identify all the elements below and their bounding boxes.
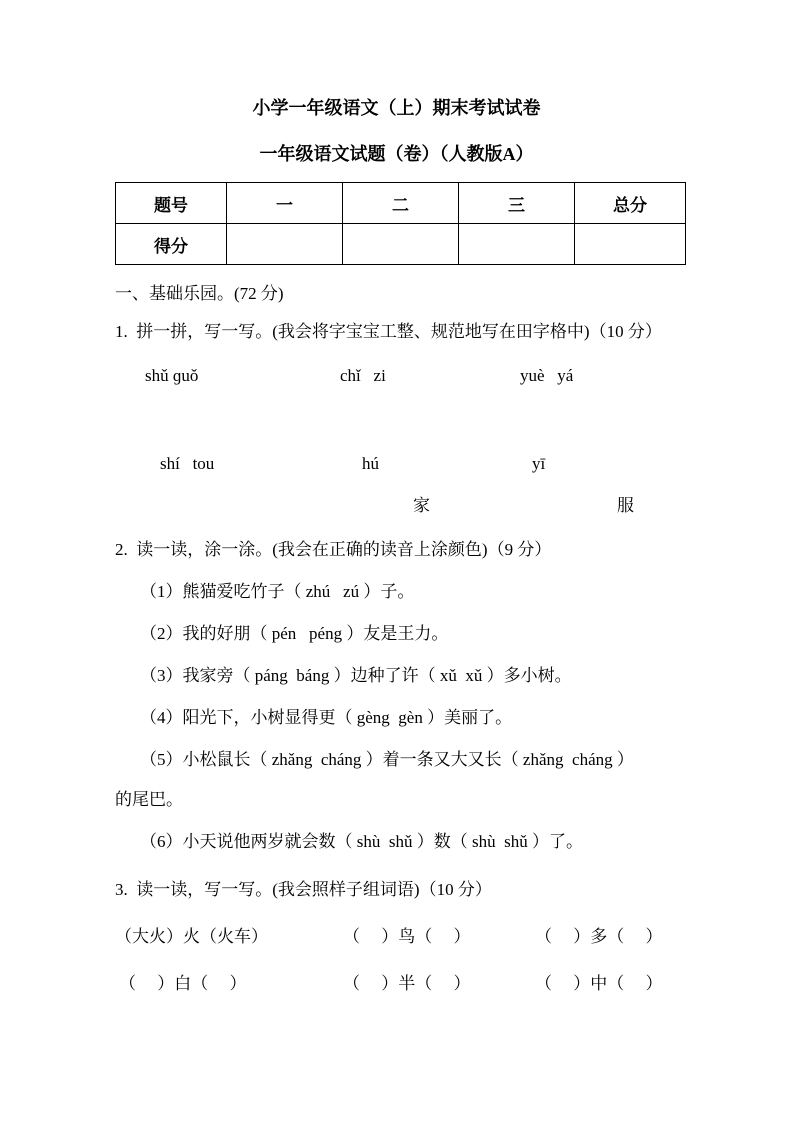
score-table-cell-timu: 题号	[116, 183, 227, 224]
pinyin-row-2	[115, 451, 733, 477]
pinyin-yueya: yuè yá	[520, 366, 574, 385]
page-title: 小学一年级语文（上）期末考试试卷	[252, 98, 541, 118]
q2-item-6: （6）小天说他两岁就会数（ shù shǔ ）数（ shù shǔ ）了。	[140, 832, 583, 851]
hanzi-jia: 家	[413, 496, 430, 515]
question-2-prompt: 2. 读一读，涂一涂。(我会在正确的读音上涂颜色)（9 分）	[115, 540, 552, 559]
q2-item-4: （4）阳光下，小树显得更（ gèng gèn ）美丽了。	[140, 708, 513, 727]
pinyin-chizi: chǐ zi	[340, 366, 386, 385]
pinyin-shuguo: shǔ ɡuǒ	[145, 366, 199, 385]
question-3-prompt: 3. 读一读，写一写。(我会照样子组词语)（10 分）	[115, 880, 492, 899]
score-table-header-row	[116, 183, 686, 224]
pinyin-yi: yī	[532, 454, 546, 473]
q3-group-bai: （ ）白（ ）	[119, 974, 247, 993]
hanzi-row	[115, 493, 733, 519]
score-table-empty-cell-1	[227, 224, 343, 265]
q2-item-3: （3）我家旁（ páng báng ）边种了许（ xǔ xǔ ）多小树。	[140, 666, 572, 685]
q3-group-niao: （ ）鸟（ ）	[343, 927, 471, 946]
score-table-empty-cell-3	[459, 224, 575, 265]
question-1-prompt: 1. 拼一拼，写一写。(我会将字宝宝工整、规范地写在田字格中)（10 分）	[115, 322, 662, 341]
paper-body	[0, 281, 793, 997]
page-subtitle: 一年级语文试题（卷）（人教版A）	[259, 144, 534, 164]
q3-group-zhong: （ ）中（ ）	[535, 974, 663, 993]
score-table-cell-total: 总分	[575, 183, 686, 224]
hanzi-fu: 服	[617, 496, 634, 515]
q3-word-row-2	[115, 971, 733, 997]
q2-item-5: （5）小松鼠长（ zhǎng cháng ）着一条又大又长（ zhǎng cháng ）	[140, 750, 634, 769]
pinyin-hu: hú	[362, 454, 379, 473]
score-table-score-row	[116, 224, 686, 265]
q3-example-group: （大火）火（火车）	[115, 927, 268, 946]
q2-item-1: （1）熊猫爱吃竹子（ zhú zú ）子。	[140, 582, 415, 601]
score-table-empty-cell-4	[575, 224, 686, 265]
q3-word-row-1	[115, 924, 733, 950]
q2-item-2: （2）我的好朋（ pén péng ）友是王力。	[140, 624, 449, 643]
score-table-empty-cell-2	[343, 224, 459, 265]
q3-group-ban: （ ）半（ ）	[343, 974, 471, 993]
pinyin-shitou: shí tou	[160, 454, 215, 473]
score-table	[115, 182, 686, 265]
pinyin-row-1	[115, 363, 733, 389]
section-one-heading: 一、基础乐园。(72 分)	[115, 284, 284, 303]
q2-item-5-continuation: 的尾巴。	[115, 790, 183, 809]
score-table-cell-three: 三	[459, 183, 575, 224]
score-table-cell-two: 二	[343, 183, 459, 224]
score-table-cell-one: 一	[227, 183, 343, 224]
q3-group-duo: （ ）多（ ）	[535, 927, 663, 946]
score-table-cell-defen: 得分	[116, 224, 227, 265]
